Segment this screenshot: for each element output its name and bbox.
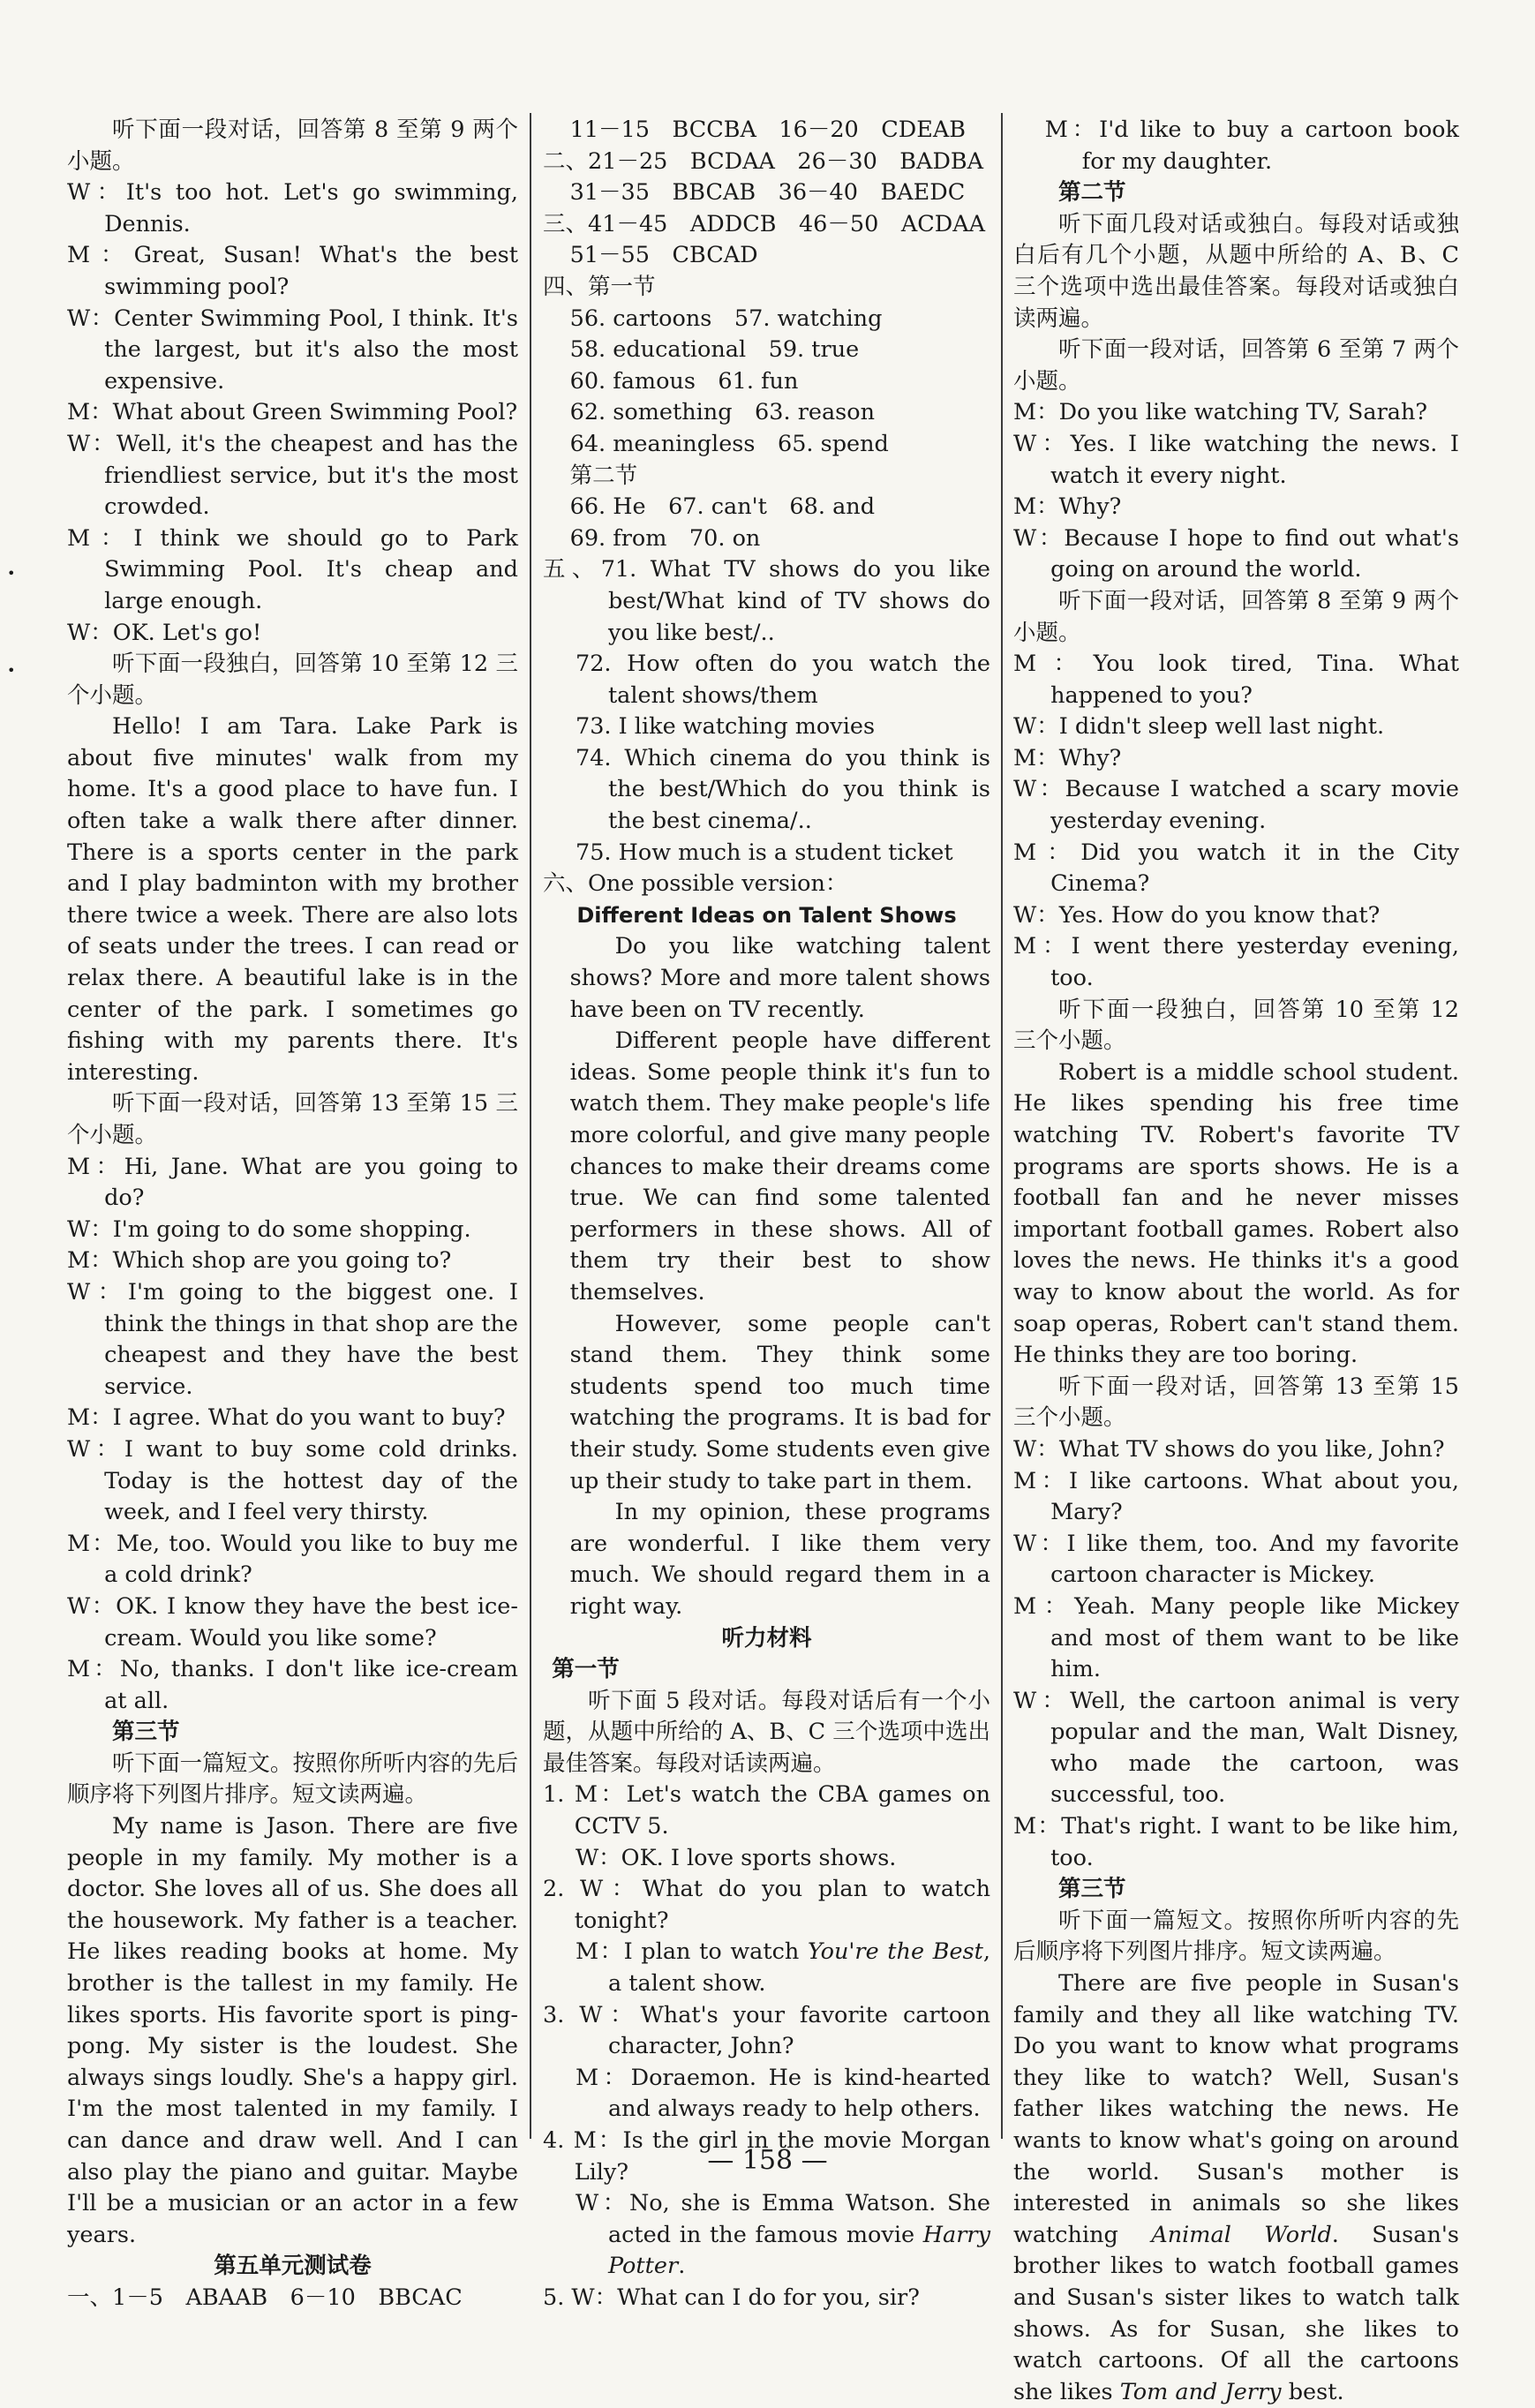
column-right (1013, 115, 1459, 2408)
dialogue-line: M：I agree. What do you want to buy? (67, 1404, 506, 1432)
dialogue-line: 2. W：What do you plan to watch tonight? (543, 1876, 990, 1934)
answer-line: 74. Which cinema do you think is the best/Which do you think is the best cinema/.. (575, 744, 990, 835)
column-divider-left (530, 113, 531, 2139)
answer-line: 69. from 70. on (569, 524, 761, 552)
essay-paragraph: However, some people can't stand them. They think some students spend too much time watching the programs. It is bad for their study. Some students even give up their study to take part in them. (569, 1310, 990, 1494)
page-number: — 158 — (707, 2145, 828, 2176)
dialogue-line: W：Yes. How do you know that? (1013, 901, 1381, 929)
answer-line: 58. educational 59. true (569, 336, 860, 364)
answer-section: 四、第一节 (543, 273, 656, 300)
listening-title: 听力材料 (721, 1624, 812, 1652)
dialogue-line: 1. M：Let's watch the CBA games on CCTV 5. (543, 1781, 990, 1840)
answer-line: 75. How much is a student ticket (575, 839, 953, 866)
dialogue-line: M：Did you watch it in the City Cinema? (1013, 839, 1459, 898)
show-title: You're the Best (807, 1938, 983, 1966)
dialogue-line: M：Hi, Jane. What are you going to do? (67, 1153, 518, 1212)
instruction: 听下面一段对话，回答第 8 至第 9 两个小题。 (1013, 587, 1459, 646)
answer-line: 56. cartoons 57. watching (569, 305, 883, 332)
answer-line: 11－15 BCCBA 16－20 CDEAB (569, 117, 966, 143)
margin-mark: • (7, 662, 16, 679)
answer-line: 66. He 67. can't 68. and (569, 493, 876, 521)
instruction: 听下面一段独白，回答第 10 至第 12 三个小题。 (67, 651, 518, 709)
dialogue-line: W：I'm going to the biggest one. I think the things in that shop are the cheapest and they have the best service. (67, 1278, 518, 1400)
dialogue-line: M：Me, too. Would you like to buy me a cold drink? (67, 1530, 518, 1589)
instruction: 听下面一段对话，回答第 8 至第 9 两个小题。 (67, 117, 518, 175)
instruction: 听下面 5 段对话。每段对话后有一个小题，从题中所给的 A、B、C 三个选项中选出最佳答案。每段对话读两遍。 (543, 1687, 990, 1777)
program-title: Animal World (1151, 2221, 1332, 2248)
dialogue-line: M：I like cartoons. What about you, Mary? (1013, 1467, 1459, 1526)
instruction: 听下面一段对话，回答第 13 至第 15 三个小题。 (67, 1090, 518, 1148)
passage: My name is Jason. There are five people in my family. My mother is a doctor. She loves all of us. She does all the housework. My father is a teacher. He likes reading books at home. My brother is the tallest in my family. He likes sports. His favorite sport is ping-pong. My sister is the loudest. She always sings loudly. She's a happy girl. I'm the most talented in my family. I can dance and draw well. And I can also play the piano and guitar. Maybe I'll be a musician or an actor in a few years. (67, 1813, 518, 2248)
dialogue-line: W：No, she is Emma Watson. She acted in the famous movie Harry Potter. (575, 2190, 990, 2280)
dialogue-line: M：I think we should go to Park Swimming Pool. It's cheap and large enough. (67, 524, 518, 614)
dialogue-line: W：Center Swimming Pool, I think. It's the largest, but it's also the most expensive. (67, 305, 518, 395)
essay-paragraph: In my opinion, these programs are wonderful. I like them very much. We should regard them in a right way. (569, 1499, 990, 1620)
dialogue-line: 4. M：Is the girl in the movie Morgan Lily? (543, 2127, 990, 2186)
answer-section: 第二节 (569, 462, 638, 489)
monologue: Hello! I am Tara. Lake Park is about five minutes' walk from my home. It's a good place to have fun. I often take a walk there after dinner. There is a sports center in the park and I play badminton with my brother there twice a week. There are also lots of seats under the trees. I can read or relax there. A beautiful lake is in the center of the park. I sometimes go fishing with my parents there. It's interesting. (67, 713, 518, 1086)
answer-line: 51－55 CBCAD (569, 242, 758, 269)
dialogue-line: M：Great, Susan! What's the best swimming pool? (67, 242, 518, 300)
movie-title: Harry Potter (607, 2221, 990, 2280)
cartoon-title: Tom and Jerry (1119, 2378, 1282, 2405)
essay-title: Different Ideas on Talent Shows (576, 902, 957, 928)
dialogue-line: W：It's too hot. Let's go swimming, Dennis. (67, 179, 518, 237)
section-heading: 第二节 (1058, 179, 1126, 207)
answer-line: 72. How often do you watch the talent shows/them (575, 651, 990, 709)
answer-line: 31－35 BBCAB 36－40 BAEDC (569, 179, 966, 207)
instruction: 听下面几段对话或独白。每段对话或独白后有几个小题，从题中所给的 A、B、C 三个选项中选出最佳答案。每段对话或独白读两遍。 (1013, 210, 1459, 332)
column-divider-right (1001, 113, 1003, 2139)
dialogue-line: M：Doraemon. He is kind-hearted and always ready to help others. (575, 2064, 990, 2123)
dialogue-line: W：Because I hope to find out what's going on around the world. (1013, 524, 1459, 583)
essay-paragraph: Do you like watching talent shows? More and more talent shows have been on TV recently. (569, 933, 990, 1023)
answer-line: 五、71. What TV shows do you like best/What kind of TV shows do you like best/.. (543, 556, 990, 646)
dialogue-line: W：Yes. I like watching the news. I watch it every night. (1013, 430, 1459, 489)
column-middle (543, 115, 990, 2314)
dialogue-line: M：Do you like watching TV, Sarah? (1013, 399, 1428, 426)
monologue: Robert is a middle school student. He likes spending his free time watching TV. Robert's favorite TV programs are sports shows. He is a football fan and he never misses important football games. Robert also loves the news. He thinks it's a good way to know about the world. As for soap operas, Robert can't stand them. He thinks they are too boring. (1013, 1058, 1459, 1369)
answer-line: 64. meaningless 65. spend (569, 430, 889, 457)
instruction: 听下面一段对话，回答第 13 至第 15 三个小题。 (1013, 1373, 1459, 1432)
section-heading: 第三节 (112, 1719, 180, 1746)
answer-line: 62. something 63. reason (569, 399, 876, 426)
section-heading: 第一节 (552, 1656, 620, 1683)
dialogue-line: W：What TV shows do you like, John? (1013, 1435, 1445, 1463)
unit-test-title: 第五单元测试卷 (214, 2253, 372, 2280)
dialogue-line: M：I plan to watch You're the Best, a talent show. (575, 1938, 990, 1998)
instruction: 听下面一段对话，回答第 6 至第 7 两个小题。 (1013, 336, 1459, 395)
dialogue-line: W：Well, it's the cheapest and has the friendliest service, but it's the most crowded. (67, 430, 518, 521)
dialogue-line: W：OK. I love sports shows. (575, 1844, 897, 1871)
dialogue-line: M：I went there yesterday evening, too. (1013, 933, 1459, 992)
dialogue-line: 5. W：What can I do for you, sir? (543, 2284, 920, 2311)
instruction: 听下面一段独白，回答第 10 至第 12 三个小题。 (1013, 996, 1459, 1055)
dialogue-line: M：Which shop are you going to? (67, 1247, 452, 1275)
column-left (67, 115, 518, 2314)
dialogue-line: M：I'd like to buy a cartoon book for my daughter. (1044, 117, 1459, 175)
dialogue-line: W：Well, the cartoon animal is very popular and the man, Walt Disney, who made the cartoon, was successful, too. (1013, 1687, 1459, 1809)
passage: There are five people in Susan's family and they all like watching TV. Do you want to know what programs they like to watch? Well, Susan's father likes watching the news. He wants to know what's going on around the world. Susan's mother is interested in animals so she likes watching Animal World. Susan's brother likes to watch football games and Susan's sister likes to watch talk shows. As for Susan, she likes to watch cartoons. Of all the cartoons she likes Tom and Jerry best. (1013, 1970, 1459, 2405)
answer-line: 60. famous 61. fun (569, 367, 799, 395)
dialogue-line: W：I like them, too. And my favorite cartoon character is Mickey. (1013, 1530, 1459, 1589)
dialogue-line: W：I want to buy some cold drinks. Today is the hottest day of the week, and I feel very thirsty. (67, 1435, 518, 1526)
margin-mark: • (7, 565, 16, 582)
dialogue-line: M：What about Green Swimming Pool? (67, 399, 518, 426)
dialogue-line: W：I'm going to do some shopping. (67, 1215, 471, 1243)
instruction: 听下面一篇短文。按照你所听内容的先后顺序将下列图片排序。短文读两遍。 (67, 1750, 518, 1809)
dialogue-line: M：That's right. I want to be like him, too. (1013, 1813, 1459, 1871)
instruction: 听下面一篇短文。按照你所听内容的先后顺序将下列图片排序。短文读两遍。 (1013, 1907, 1459, 1966)
answer-line: 三、41－45 ADDCB 46－50 ACDAA (543, 210, 986, 237)
dialogue-line: 3. W：What's your favorite cartoon character, John? (543, 2001, 990, 2060)
dialogue-line: W：I didn't sleep well last night. (1013, 713, 1385, 741)
dialogue-line: W：Because I watched a scary movie yesterday evening. (1013, 776, 1459, 835)
essay-paragraph: Different people have different ideas. Some people think it's fun to watch them. They make people's life more colorful, and give many people chances to make their dreams come true. We can find some talented performers in these shows. All of them try their best to show themselves. (569, 1027, 990, 1306)
dialogue-line: M：Why? (1013, 493, 1122, 521)
dialogue-line: M：You look tired, Tina. What happened to you? (1013, 651, 1459, 709)
dialogue-line: W：OK. I know they have the best ice-cream. Would you like some? (67, 1592, 518, 1652)
answer-line: 一、1－5 ABAAB 6－10 BBCAC (67, 2284, 463, 2311)
dialogue-line: M：Why? (1013, 744, 1122, 771)
dialogue-line: W：OK. Let's go! (67, 619, 262, 646)
dialogue-line: M：Yeah. Many people like Mickey and most of them want to be like him. (1013, 1592, 1459, 1683)
dialogue-line: M：No, thanks. I don't like ice-cream at all. (67, 1656, 518, 1714)
answer-section: 六、One possible version： (543, 870, 848, 898)
section-heading: 第三节 (1058, 1876, 1126, 1903)
answer-line: 73. I like watching movies (575, 713, 876, 741)
answer-line: 二、21－25 BCDAA 26－30 BADBA (543, 147, 984, 175)
